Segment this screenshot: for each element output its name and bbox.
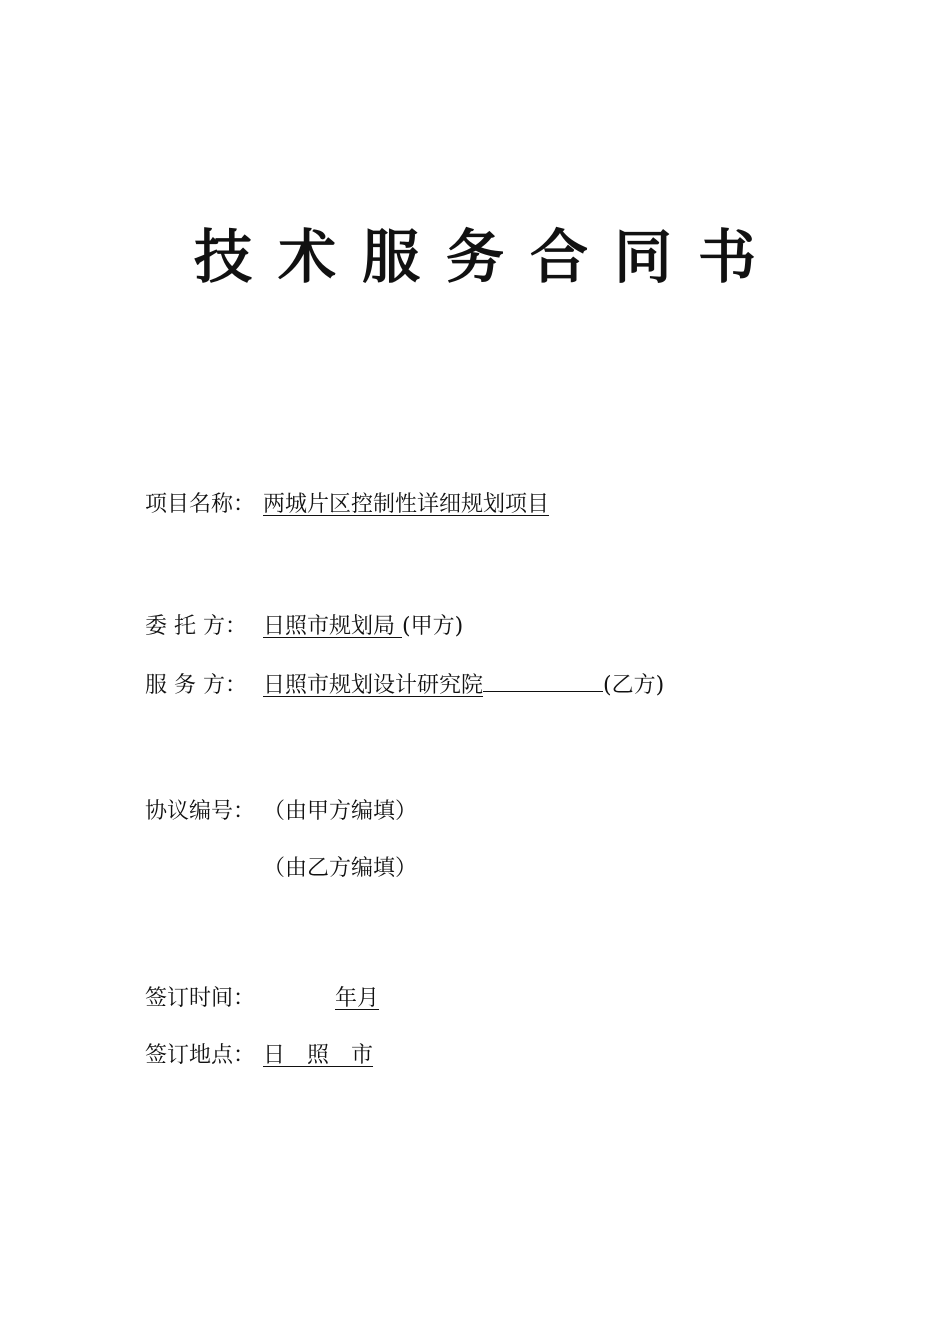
agreement-number-row — [145, 797, 417, 827]
sign-place-value: 日 照 市 — [263, 1043, 374, 1068]
sign-place-row — [145, 1041, 373, 1071]
client-value: 日照市规划局 — [263, 614, 402, 639]
contract-title: 技术服务合同书 — [193, 223, 782, 291]
project-name-value: 两城片区控制性详细规划项目 — [263, 492, 550, 517]
agreement-number-party-b: （由乙方编填） — [263, 856, 418, 881]
project-name-label: 项目名称： — [145, 492, 256, 517]
sign-place-label: 签订地点： — [145, 1043, 256, 1068]
client-row — [145, 612, 463, 642]
service-blank-line — [483, 669, 603, 692]
sign-date-row — [145, 984, 379, 1014]
sign-date-text: 年月 — [335, 986, 380, 1011]
service-row — [145, 669, 664, 701]
agreement-number-label: 协议编号： — [145, 799, 256, 824]
service-label: 服 务 方： — [145, 673, 247, 698]
service-value: 日照市规划设计研究院 — [263, 673, 484, 698]
service-suffix: (乙方) — [603, 673, 665, 698]
client-label: 委 托 方： — [145, 614, 247, 639]
project-name-row — [145, 490, 549, 520]
client-suffix: (甲方) — [402, 614, 464, 639]
sign-date-label: 签订时间： — [145, 986, 256, 1011]
agreement-number-party-a: （由甲方编填） — [263, 799, 418, 824]
sign-date-value — [263, 986, 379, 1011]
agreement-number-row-2 — [263, 854, 417, 884]
